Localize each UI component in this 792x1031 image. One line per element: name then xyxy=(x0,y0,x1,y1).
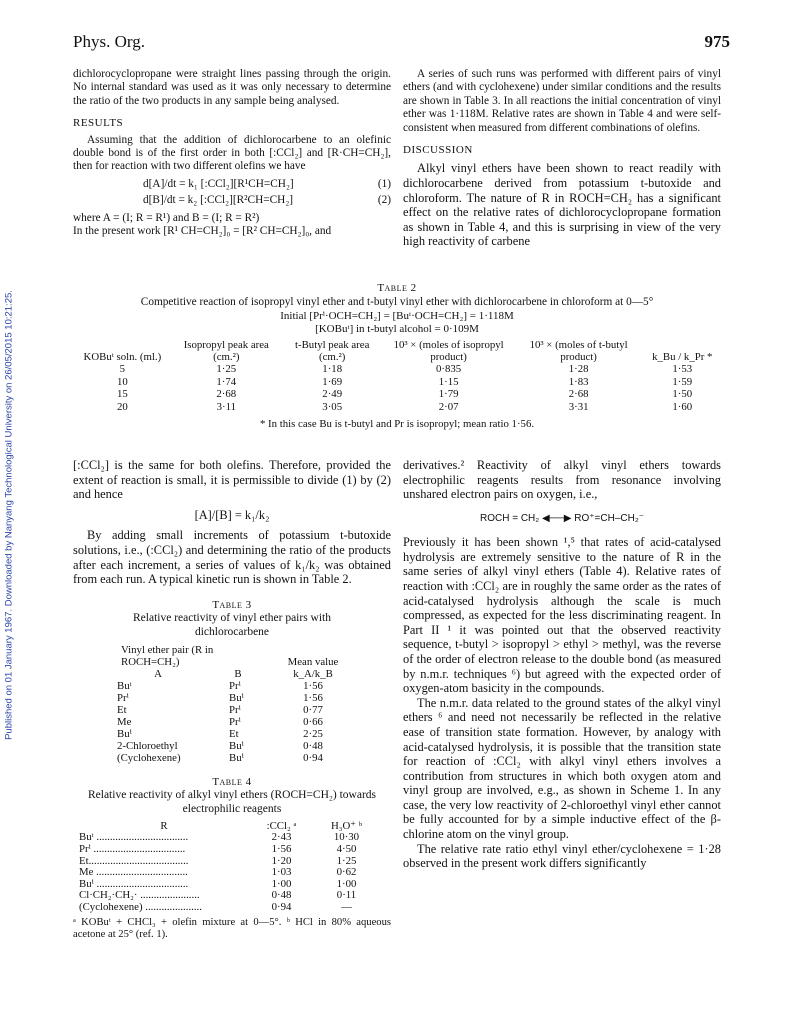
table-cell: 15 xyxy=(116,388,128,401)
table-row xyxy=(73,363,721,375)
download-watermark: Published on 01 January 1967. Downloaded by Nanyang Technological University on 26/05/2015 10:21:25. xyxy=(3,290,15,740)
table-cell: 5 xyxy=(119,363,126,376)
table-row xyxy=(113,752,353,764)
table-cell: 1·03 xyxy=(271,866,292,879)
column-header: 10³ × (moles of isopropyl product) xyxy=(393,338,504,363)
table-cell: 1·53 xyxy=(672,363,693,376)
table-cell: 0·48 xyxy=(303,739,323,752)
table-cell: 1·28 xyxy=(568,363,589,376)
table-cell: 1·56 xyxy=(303,679,323,692)
paragraph: where A = (I; R = R¹) and B = (I; R = R²) xyxy=(73,211,260,224)
table-cell: Buⁱ xyxy=(229,751,244,764)
table-cell: 0·48 xyxy=(271,889,292,902)
table-cell: Prⁱ .................................. xyxy=(79,842,186,855)
col2-bottom xyxy=(403,458,721,871)
table-label: Table 2 xyxy=(377,282,417,294)
table-title: Relative reactivity of alkyl vinyl ethers (ROCH=CH₂) towards electrophilic reagents xyxy=(87,789,377,815)
table-cell: Et xyxy=(117,703,127,716)
paragraph: By adding small increments of potassium t-butoxide solutions, i.e., (:CCl₂) and determining the ratio of the products after each increment, a series of values of k₁/k₂ was obtained from each run. A typical kinetic run is shown in Table 2. xyxy=(73,528,391,587)
table-row xyxy=(79,844,379,856)
table-cell: 4·50 xyxy=(336,842,357,855)
column-header: k_Bu / k_Pr * xyxy=(652,351,713,363)
data-table xyxy=(73,339,721,413)
table-cell: 1·20 xyxy=(271,854,292,867)
table-cell: 1·18 xyxy=(322,363,343,376)
paragraph: dichlorocyclopropane were straight lines passing through the origin. No internal standard was used as it was only necessary to determine the ratio of the two products in any sample being analysed. xyxy=(73,68,391,107)
table-3 xyxy=(73,599,391,764)
table-cell: 20 xyxy=(116,400,128,413)
column-header: t-Butyl peak area (cm.²) xyxy=(295,338,370,363)
data-table xyxy=(79,821,379,914)
column-header: Isopropyl peak area (cm.²) xyxy=(183,338,269,363)
table-cell: 3·31 xyxy=(568,400,589,413)
column-header: R xyxy=(160,819,168,832)
table-cell: 1·59 xyxy=(672,375,693,388)
column-header: k_A/k_B xyxy=(293,667,333,680)
table-cell: 2·43 xyxy=(271,831,292,844)
column-header: 10³ × (moles of t-butyl product) xyxy=(529,338,628,363)
group-header: Vinyl ether pair (R in ROCH=CH₂) xyxy=(121,643,214,668)
table-row xyxy=(113,728,353,740)
table-4 xyxy=(73,776,391,942)
table-cell: 10 xyxy=(116,375,128,388)
table-2 xyxy=(73,282,721,430)
table-cell: 2-Chloroethyl xyxy=(117,739,178,752)
table-body xyxy=(73,363,721,413)
column-header: Mean value xyxy=(287,655,339,668)
table-cell: 0·94 xyxy=(303,751,323,764)
table-condition: [KOBuᵗ] in t-butyl alcohol = 0·109M xyxy=(315,322,479,335)
table-title: Relative reactivity of vinyl ether pairs with dichlorocarbene xyxy=(133,612,331,638)
table-cell: Buⁱ .................................. xyxy=(79,877,189,890)
table-row xyxy=(113,716,353,728)
table-cell: Et..................................... xyxy=(79,854,189,867)
table-cell: 2·07 xyxy=(438,400,459,413)
column-header: A xyxy=(154,667,162,680)
table-cell: 2·49 xyxy=(322,388,343,401)
table-cell: (Cyclohexene) xyxy=(117,751,181,764)
table-cell: 0·66 xyxy=(303,715,323,728)
table-cell: (Cyclohexene) ..................... xyxy=(79,900,202,913)
table-cell: 1·56 xyxy=(271,842,292,855)
table-cell: 2·25 xyxy=(303,727,323,740)
paragraph: The n.m.r. data related to the ground states of the alkyl vinyl ethers ⁶ and need not necessarily be reflected in the relative ease of transition state formation. However, by analogy with acid-catalysed hydrolysis, it is possible that the transition state for reaction of :CCl₂ with alkyl vinyl ethers involves a contribution from structures in which both oxygen atom and vinyl group are involved, e.g., as shown in Scheme 1. In any case, the very low reactivity of 2-chloroethyl vinyl ether cannot be fully accounted for by a simple inductive effect of the β-chlorine atom on the vinyl group. xyxy=(403,695,721,842)
column-header: KOBuᵗ soln. (ml.) xyxy=(83,351,162,363)
table-footnote: ᵃ KOBuᵗ + CHCl₃ + olefin mixture at 0—5°. ᵇ HCl in 80% aqueous acetone at 25° (ref. 1). xyxy=(73,916,391,941)
table-row xyxy=(113,740,353,752)
table-cell: 10·30 xyxy=(333,831,360,844)
table-row xyxy=(79,902,379,914)
table-cell: 1·25 xyxy=(336,854,357,867)
table-row xyxy=(113,704,353,716)
table-body xyxy=(113,680,353,764)
table-cell: Buᵗ xyxy=(117,679,132,692)
resonance-scheme: ROCH = CH₂ ◀──▶ RO⁺=CH–CH₂⁻ xyxy=(480,512,644,524)
journal-header: Phys. Org. xyxy=(73,32,145,51)
table-cell: 0·77 xyxy=(303,703,323,716)
table-cell: 3·05 xyxy=(322,400,343,413)
table-row xyxy=(79,867,379,879)
table-row xyxy=(113,680,353,692)
table-cell: 2·68 xyxy=(568,388,589,401)
table-cell: Prⁱ xyxy=(117,691,129,704)
table-cell: 1·60 xyxy=(672,400,693,413)
table-cell: Cl·CH₂·CH₂· ...................... xyxy=(79,889,200,902)
paragraph: derivatives.² Reactivity of alkyl vinyl ethers towards electrophilic reagents results from resonance involving unshared electron pairs on oxygen, i.e., xyxy=(403,458,721,502)
table-cell: 1·15 xyxy=(438,375,459,388)
column-header: B xyxy=(234,667,242,680)
paragraph: In the present work [R¹ CH=CH₂]₀ = [R² CH=CH₂]₀, and xyxy=(73,225,332,238)
paragraph: [:CCl₂] is the same for both olefins. Therefore, provided the extent of reaction is small, it is permissible to divide (1) by (2) and hence xyxy=(73,458,391,502)
table-label: Table 4 xyxy=(212,775,252,788)
paragraph: Assuming that the addition of dichlorocarbene to an olefinic double bond is of the first order in both [:CCl₂] and [R·CH=CH₂], then for reaction with two different olefins we have xyxy=(73,133,391,173)
table-title: Competitive reaction of isopropyl vinyl ether and t-butyl vinyl ether with dichlorocarbene in chloroform at 0—5° xyxy=(140,296,654,308)
table-cell: 1·25 xyxy=(216,363,237,376)
equation-2: d[B]/dt = k₂ [:CCl₂][R²CH=CH₂] (2) xyxy=(143,194,391,207)
table-cell: 1·74 xyxy=(216,375,237,388)
table-cell: 1·56 xyxy=(303,691,323,704)
equation-1: d[A]/dt = k₁ [:CCl₂][R¹CH=CH₂] (1) xyxy=(143,177,391,190)
table-label: Table 3 xyxy=(212,598,252,611)
table-cell: Buᵗ .................................. xyxy=(79,831,189,844)
table-cell: 1·69 xyxy=(322,375,343,388)
col1-bottom xyxy=(73,458,391,942)
table-cell: 1·00 xyxy=(336,877,357,890)
table-cell: 1·50 xyxy=(672,388,693,401)
table-cell: Buⁱ xyxy=(117,727,132,740)
table-cell: — xyxy=(341,900,352,913)
paragraph: Alkyl vinyl ethers have been shown to react readily with dichlorocarbene derived from potassium t-butoxide and chloroform. The nature of R in ROCH=CH₂ has a significant effect on the relative rates of dichlorocyclopropane formation as shown in Table 4, and this is surprising in view of the very high reactivity of carbene xyxy=(403,161,721,249)
table-cell: 1·00 xyxy=(271,877,292,890)
table-cell: Prⁱ xyxy=(229,679,241,692)
table-cell: 0·11 xyxy=(336,889,357,902)
table-row xyxy=(73,376,721,388)
table-cell: Buⁱ xyxy=(229,739,244,752)
table-condition: Initial [Prⁱ·OCH=CH₂] = [Buᵗ·OCH=CH₂] = 1·118M xyxy=(280,309,514,322)
table-cell: Me .................................. xyxy=(79,866,188,879)
table-cell: 0·94 xyxy=(271,900,292,913)
equation-3: [A]/[B] = k₁/k₂ xyxy=(194,507,270,522)
table-cell: 0·835 xyxy=(436,363,462,376)
table-row xyxy=(73,388,721,400)
paragraph: A series of such runs was performed with different pairs of vinyl ethers (and with cyclohexene) under similar conditions and the results are shown in Table 3. In all reactions the initial concentration of vinyl ether was 1·118M. Relative rates are shown in Table 4 and were self-consistent when measured from different combinations of olefins. xyxy=(403,68,721,134)
table-body xyxy=(79,832,379,913)
table-row xyxy=(73,401,721,413)
column-header: H₃O⁺ ᵇ xyxy=(330,819,363,832)
table-cell: 1·83 xyxy=(568,375,589,388)
table-row xyxy=(113,692,353,704)
discussion-heading: DISCUSSION xyxy=(403,144,473,157)
table-footnote: * In this case Bu is t-butyl and Pr is isopropyl; mean ratio 1·56. xyxy=(259,418,535,431)
col2-top xyxy=(403,68,721,249)
page-number: 975 xyxy=(704,32,730,51)
table-cell: 3·11 xyxy=(216,400,236,413)
table-cell: Et xyxy=(229,727,239,740)
paragraph: Previously it has been shown ¹,⁵ that rates of acid-catalysed hydrolysis are extremely sensitive to the nature of R in the same series of alkyl vinyl ethers (Table 4). Relative rates of reaction with :CCl₂ are in roughly the same order as the rates of acid-catalysed hydrolysis although the scale is much compressed, as expected for the less discriminating reagent. In Part II ¹ it was pointed out that the observed reactivity sequence, t-butyl > isopropyl > ethyl > methyl, was the reverse of the order of electron release to the double bond (as measured by n.m.r. techniques ⁶) but agreed with the expected order of oxygen-atom basicity in the compounds. xyxy=(403,535,721,696)
results-heading: RESULTS xyxy=(73,117,124,130)
table-cell: 1·79 xyxy=(438,388,459,401)
paragraph: The relative rate ratio ethyl vinyl ether/cyclohexene = 1·28 observed in the present work differs significantly xyxy=(403,841,721,871)
table-cell: Prⁱ xyxy=(229,715,241,728)
table-cell: 0·62 xyxy=(336,866,357,879)
table-cell: Me xyxy=(117,715,132,728)
col1-top xyxy=(73,68,391,238)
table-cell: Buⁱ xyxy=(229,691,244,704)
column-header: :CCl₂ ᵃ xyxy=(266,819,297,832)
data-table xyxy=(113,644,353,764)
table-cell: Prⁱ xyxy=(229,703,241,716)
table-cell: 2·68 xyxy=(216,388,237,401)
